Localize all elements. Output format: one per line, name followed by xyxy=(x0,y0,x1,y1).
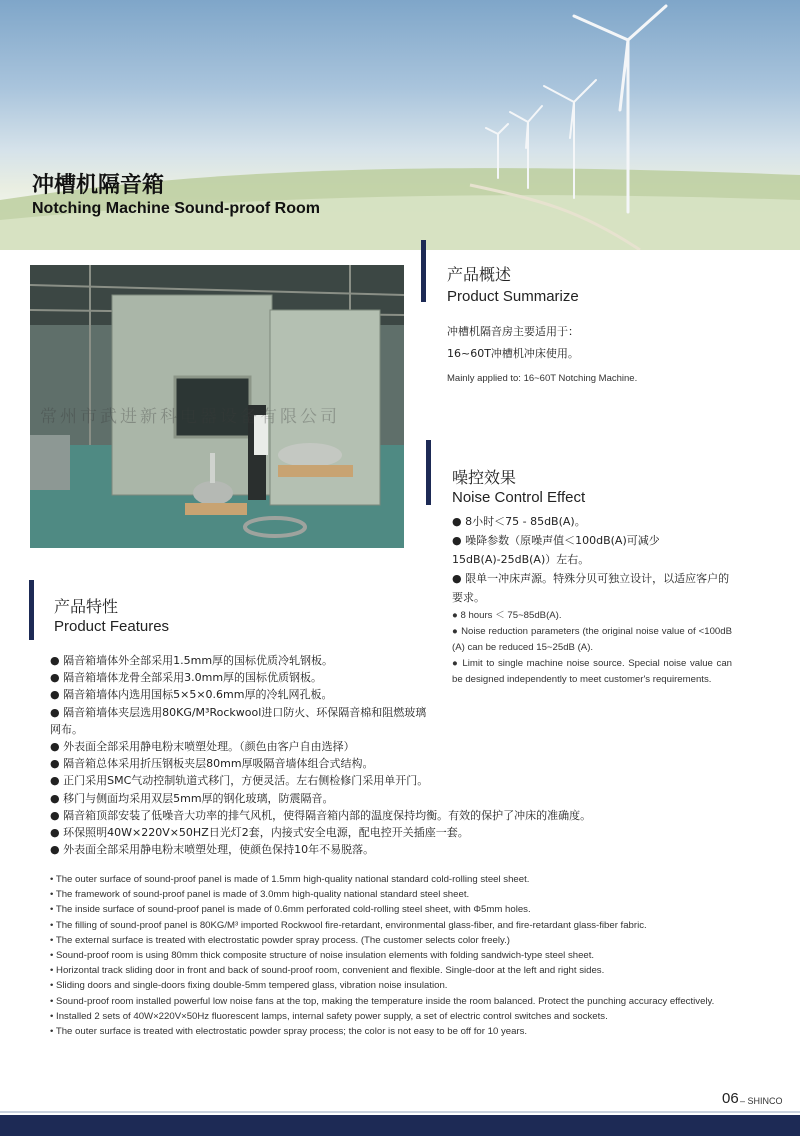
list-item: ● 限单一冲床声源。特殊分贝可独立设计，以适应客户的要求。 xyxy=(452,572,730,604)
noise-heading-en: Noise Control Effect xyxy=(452,489,586,506)
noise-accent-bar xyxy=(426,440,431,505)
list-item: • Sound-proof room is using 80mm thick composite structure of noise insulation elements with folding sandwich-type steel sheet. xyxy=(50,950,595,962)
list-item: • The outer surface is treated with electrostatic powder spray process; the color is not easy to be off for 10 years. xyxy=(50,1026,528,1038)
list-item: • Sound-proof room installed powerful low noise fans at the top, making the temperature inside the room balanced. Protect the punching accuracy effectively. xyxy=(50,995,715,1007)
list-item: • The external surface is treated with electrostatic powder spray process. (The customer selects color freely.) xyxy=(50,934,510,946)
summary-line2-cn: 16~60T冲槽机冲床使用。 xyxy=(447,347,579,360)
list-item: ● Noise reduction parameters (the original noise value of <100dB (A) can be reduced 15~25dB (A). xyxy=(452,626,732,653)
list-item: ● 隔音箱墙体外全部采用1.5mm厚的国标优质冷轧钢板。 xyxy=(50,654,334,667)
list-item: ● 隔音箱墙体龙骨全部采用3.0mm厚的国标优质钢板。 xyxy=(50,671,323,685)
features-heading-en: Product Features xyxy=(54,618,170,635)
list-item: • The filling of sound-proof panel is 80KG/M³ imported Rockwool fire-retardant, environmental glass-fiber, and fire-retardant glass-fiber fabric. xyxy=(50,919,647,931)
noise-heading-cn: 噪控效果 xyxy=(452,468,517,487)
wind-turbines-icon xyxy=(470,0,670,220)
features-heading-cn: 产品特性 xyxy=(54,597,119,616)
footer-divider xyxy=(0,1111,800,1113)
list-item: ● 噪降参数（原噪声值＜100dB(A)可减少15dB(A)-25dB(A)）左右。 xyxy=(452,534,660,566)
features-list-en xyxy=(50,872,732,1039)
summary-heading-en: Product Summarize xyxy=(447,288,579,305)
features-list-cn xyxy=(50,652,670,858)
list-item: ● 8 hours ＜ 75~85dB(A). xyxy=(452,610,562,621)
list-item: ● 环保照明40W×220V×50HZ日光灯2套，内接式安全电源，配电控开关插座一套。 xyxy=(50,826,469,840)
list-item: • Installed 2 sets of 40W×220V×50Hz fluorescent lamps, internal safety power supply, a set of electric control switches and sockets. xyxy=(50,1010,608,1022)
list-item: ● Limit to single machine noise source. Special noise value can be designed independently to meet customer's requirements. xyxy=(452,658,732,685)
company-watermark: 常州市武进新科电器设备有限公司 xyxy=(40,407,340,427)
summary-accent-bar xyxy=(421,240,426,302)
list-item: ● 外表面全部采用静电粉末喷塑处理。（颜色由客户自由选择） xyxy=(50,740,355,754)
list-item: • Horizontal track sliding door in front and back of sound-proof room, convenient and flexible. Single-door at the left and right sides. xyxy=(50,965,605,977)
page-number: 06 xyxy=(722,1090,739,1107)
list-item: • The inside surface of sound-proof panel is made of 0.6mm perforated cold-rolling steel sheet, with Φ5mm holes. xyxy=(50,904,531,916)
noise-list-cn xyxy=(452,512,737,607)
list-item: ● 正门采用SMC气动控制轨道式移门，方便灵活。左右侧检修门采用单开门。 xyxy=(50,774,429,788)
footer-band xyxy=(0,1115,800,1136)
page-title-cn: 冲槽机隔音箱 xyxy=(32,173,165,198)
list-item: ● 外表面全部采用静电粉末喷塑处理，使颜色保持10年不易脱落。 xyxy=(50,843,375,857)
features-accent-bar xyxy=(29,580,34,640)
summary-line1-cn: 冲槽机隔音房主要适用于： xyxy=(447,325,579,338)
list-item: • Sliding doors and single-doors fixing double-5mm tempered glass, vibration noise insulation. xyxy=(50,980,448,992)
list-item: • The framework of sound-proof panel is made of 3.0mm high-quality national standard steel sheet. xyxy=(50,889,470,901)
list-item: ● 移门与侧面均采用双层5mm厚的钢化玻璃，防震隔音。 xyxy=(50,791,334,805)
list-item: ● 隔音箱顶部安装了低噪音大功率的排气风机，使得隔音箱内部的温度保持均衡。有效的保护了冲床的准确度。 xyxy=(50,808,592,822)
list-item: ● 8小时＜75 - 85dB(A)。 xyxy=(452,515,586,528)
list-item: ● 隔音箱墙体内选用国标5×5×0.6mm厚的冷轧网孔板。 xyxy=(50,688,333,702)
list-item: ● 隔音箱墙体夹层选用80KG/M³Rockwool进口防火、环保隔音棉和阻燃玻璃网布。 xyxy=(50,705,427,736)
summary-heading-cn: 产品概述 xyxy=(447,265,512,284)
list-item: ● 隔音箱总体采用折压钢板夹层80mm厚吸隔音墙体组合式结构。 xyxy=(50,757,374,771)
list-item: • The outer surface of sound-proof panel is made of 1.5mm high-quality national standard cold-rolling steel sheet. xyxy=(50,874,530,885)
footer-brand: – SHINCO xyxy=(740,1096,783,1106)
summary-line-en: Mainly applied to: 16~60T Notching Machine. xyxy=(447,373,638,384)
page-title-en: Notching Machine Sound-proof Room xyxy=(32,200,320,217)
